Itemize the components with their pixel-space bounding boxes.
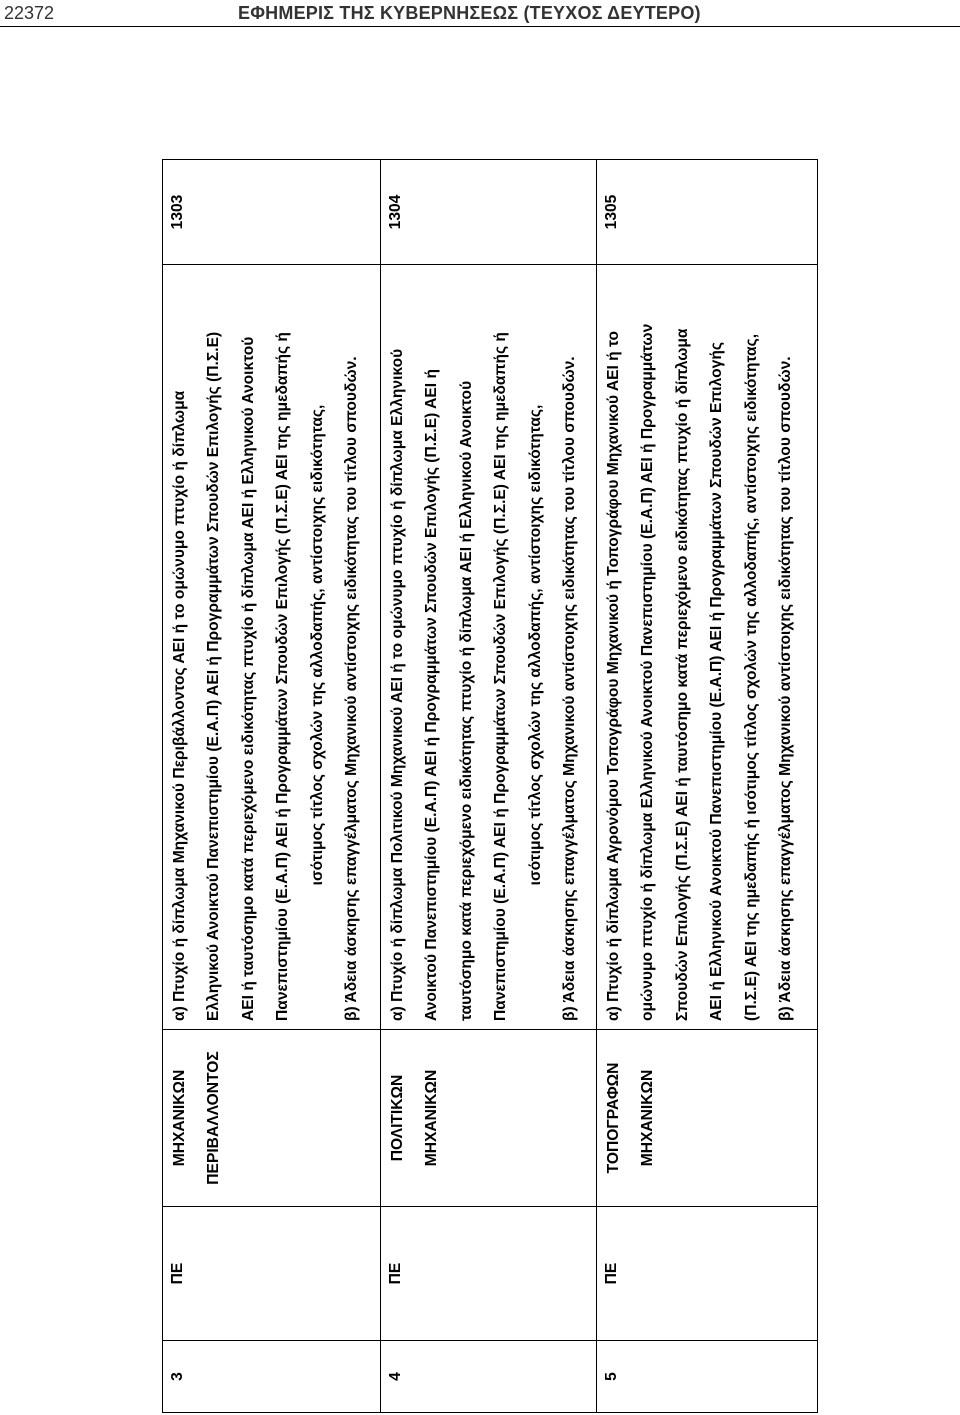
qualification-cell	[381, 265, 597, 1030]
table-row	[163, 160, 381, 1413]
qualification-cell	[597, 265, 818, 1030]
qualification-line: ισότιμος τίτλος σχολών της αλλοδαπής, αντίστοιχης ειδικότητας,	[526, 404, 544, 886]
specialty-cell	[163, 1030, 381, 1207]
row-number: 4	[381, 1341, 597, 1413]
qualification-line: Πανεπιστημίου (Ε.Α.Π) ΑΕΙ ή Προγραμμάτων Σπουδών Επιλογής (Π.Σ.Ε) ΑΕΙ της ημεδαπής ή	[492, 332, 510, 1021]
category-cell: ΠΕ	[163, 1207, 381, 1341]
qualification-line: ΑΕΙ ή Ελληνικού Ανοικτού Πανεπιστημίου (Ε.Α.Π) ΑΕΙ ή Προγραμμάτων Σπουδών Επιλογής	[708, 342, 726, 1021]
specialty-line: ΜΗΧΑΝΙΚΩΝ	[639, 1069, 656, 1167]
qualification-line: Πανεπιστημίου (Ε.Α.Π) ΑΕΙ ή Προγραμμάτων Σπουδών Επιλογής (Π.Σ.Ε) ΑΕΙ της ημεδαπής ή	[274, 332, 292, 1021]
qualification-line: ΑΕΙ ή ταυτόσημο κατά περιεχόμενο ειδικότητας πτυχίο ή δίπλωμα ΑΕΙ ή Ελληνικού Ανοικτού	[239, 336, 257, 1021]
qualification-line: β) Άδεια άσκησης επαγγέλματος Μηχανικού αντίστοιχης ειδικότητας του τίτλου σπουδών.	[343, 356, 361, 1021]
row-number: 3	[163, 1341, 381, 1413]
qualification-line: (Π.Σ.Ε) ΑΕΙ της ημεδαπής ή ισότιμος τίτλος σχολών της αλλοδαπής, αντίστοιχης ειδικότητας,	[742, 333, 760, 1021]
qualification-line: ισότιμος τίτλος σχολών της αλλοδαπής, αντίστοιχης ειδικότητας,	[308, 404, 326, 886]
qualification-line: α) Πτυχίο ή δίπλωμα Αγρονόμου Τοπογράφου Μηχανικού ή Τοπογράφου Μηχανικού ΑΕΙ ή το	[605, 330, 622, 1021]
qualification-line: α) Πτυχίο ή δίπλωμα Πολιτικού Μηχανικού ΑΕΙ ή το ομώνυμο πτυχίο ή δίπλωμα Ελληνικού	[389, 348, 406, 1021]
specialty-line: ΜΗΧΑΝΙΚΩΝ	[171, 1069, 188, 1167]
qualification-line: Σπουδών Επιλογής (Π.Σ.Ε) ΑΕΙ ή ταυτόσημο κατά περιεχόμενο ειδικότητας πτυχίο ή δίπλωμα	[673, 328, 691, 1021]
qualification-line: α) Πτυχίο ή δίπλωμα Μηχανικού Περιβάλλοντος ΑΕΙ ή το ομώνυμο πτυχίο ή δίπλωμα	[171, 390, 188, 1021]
row-number: 5	[597, 1341, 818, 1413]
specialty-cell	[381, 1030, 597, 1207]
qualification-line: β) Άδεια άσκησης επαγγέλματος Μηχανικού αντίστοιχης ειδικότητας του τίτλου σπουδών.	[561, 356, 579, 1021]
gazette-title: ΕΦΗΜΕΡΙΣ ΤΗΣ ΚΥΒΕΡΝΗΣΕΩΣ (ΤΕΥΧΟΣ ΔΕΥΤΕΡΟ)	[238, 3, 701, 23]
page-header	[0, 0, 960, 27]
qualification-line: Ελληνικού Ανοικτού Πανεπιστημίου (Ε.Α.Π) ΑΕΙ ή Προγραμμάτων Σπουδών Επιλογής (Π.Σ.Ε)	[205, 331, 223, 1021]
code-cell: 1304	[381, 160, 597, 265]
qualifications-table	[162, 159, 818, 1413]
specialty-line: ΠΕΡΙΒΑΛΛΟΝΤΟΣ	[205, 1051, 222, 1185]
page-number: 22372	[4, 3, 55, 23]
code-cell: 1303	[163, 160, 381, 265]
code-cell: 1305	[597, 160, 818, 265]
table-row	[597, 160, 818, 1413]
category-cell: ΠΕ	[597, 1207, 818, 1341]
specialty-line: ΤΟΠΟΓΡΑΦΩΝ	[605, 1062, 622, 1174]
qualification-line: β) Άδεια άσκησης επαγγέλματος Μηχανικού αντίστοιχης ειδικότητας του τίτλου σπουδών.	[777, 356, 795, 1021]
table-rotated-wrapper	[162, 160, 817, 1413]
specialty-line: ΠΟΛΙΤΙΚΩΝ	[389, 1074, 406, 1162]
specialty-cell	[597, 1030, 818, 1207]
qualification-line: ομώνυμο πτυχίο ή δίπλωμα Ελληνικού Ανοικτού Πανεπιστημίου (Ε.Α.Π) ΑΕΙ ή Προγραμμάτων	[639, 323, 657, 1021]
category-cell: ΠΕ	[381, 1207, 597, 1341]
qualification-line: Ανοικτού Πανεπιστημίου (Ε.Α.Π) ΑΕΙ ή Προγραμμάτων Σπουδών Επιλογής (Π.Σ.Ε) ΑΕΙ ή	[423, 369, 441, 1021]
qualification-cell	[163, 265, 381, 1030]
table-row	[381, 160, 597, 1413]
qualification-line: ταυτόσημο κατά περιεχόμενο ειδικότητας πτυχίο ή δίπλωμα ΑΕΙ ή Ελληνικού Ανοικτού	[457, 380, 475, 1021]
specialty-line: ΜΗΧΑΝΙΚΩΝ	[423, 1069, 440, 1167]
